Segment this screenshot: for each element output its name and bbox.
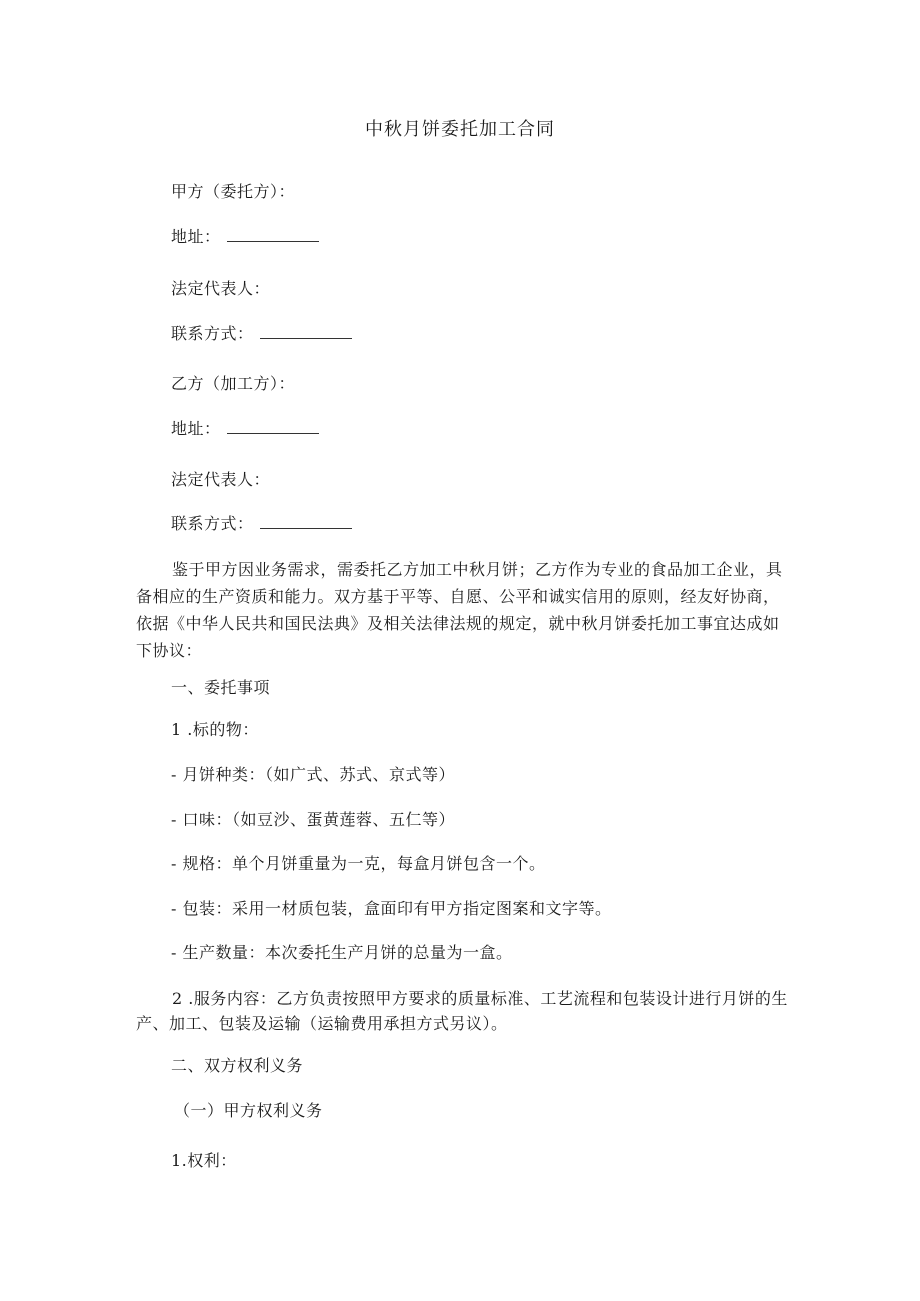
section1-item2	[136, 986, 796, 1036]
section1-item2-text: 2 .服务内容：乙方负责按照甲方要求的质量标准、工艺流程和包装设计进行月饼的生产、加工、包装及运输（运输费用承担方式另议）。	[136, 989, 788, 1033]
party-a-address-label: 地址：	[171, 227, 221, 246]
party-b-address-label: 地址：	[171, 419, 221, 438]
party-a-contact	[171, 326, 352, 342]
bullet-packaging: - 包装：采用一材质包装，盒面印有甲方指定图案和文字等。	[171, 899, 612, 918]
party-a-contact-label: 联系方式：	[171, 324, 254, 343]
party-b-contact	[171, 516, 352, 532]
party-a-contact-blank	[260, 328, 352, 339]
bullet-quantity: - 生产数量：本次委托生产月饼的总量为一盒。	[171, 943, 513, 962]
preamble-paragraph	[136, 556, 786, 664]
party-b-address	[171, 421, 319, 437]
party-a-address-blank	[227, 231, 319, 242]
party-a-legal-rep: 法定代表人：	[171, 279, 271, 298]
bullet-flavor: - 口味：（如豆沙、蛋黄莲蓉、五仁等）	[171, 810, 455, 829]
party-b-heading: 乙方（加工方）：	[171, 374, 296, 393]
bullet-mooncake-type: - 月饼种类：（如广式、苏式、京式等）	[171, 765, 455, 784]
party-b-legal-rep: 法定代表人：	[171, 470, 271, 489]
section1-item1-heading: 1 .标的物：	[171, 720, 259, 739]
section1-heading: 一、委托事项	[171, 678, 271, 697]
bullet-specification: - 规格：单个月饼重量为一克，每盒月饼包含一个。	[171, 854, 546, 873]
preamble-text: 鉴于甲方因业务需求，需委托乙方加工中秋月饼；乙方作为专业的食品加工企业，具备相应的生产资质和能力。双方基于平等、自愿、公平和诚实信用的原则，经友好协商，依据《中华人民共和国民法典》及相关法律法规的规定，就中秋月饼委托加工事宜达成如下协议：	[136, 560, 783, 660]
party-a-address	[171, 229, 319, 245]
section2-sub-heading: （一）甲方权利义务	[174, 1101, 323, 1120]
document-title: 中秋月饼委托加工合同	[365, 119, 555, 140]
section2-heading: 二、双方权利义务	[171, 1056, 304, 1075]
section2-item1: 1.权利：	[171, 1151, 237, 1170]
party-b-contact-blank	[260, 518, 352, 529]
party-b-address-blank	[227, 423, 319, 434]
party-b-contact-label: 联系方式：	[171, 514, 254, 533]
party-a-heading: 甲方（委托方）：	[171, 182, 296, 201]
